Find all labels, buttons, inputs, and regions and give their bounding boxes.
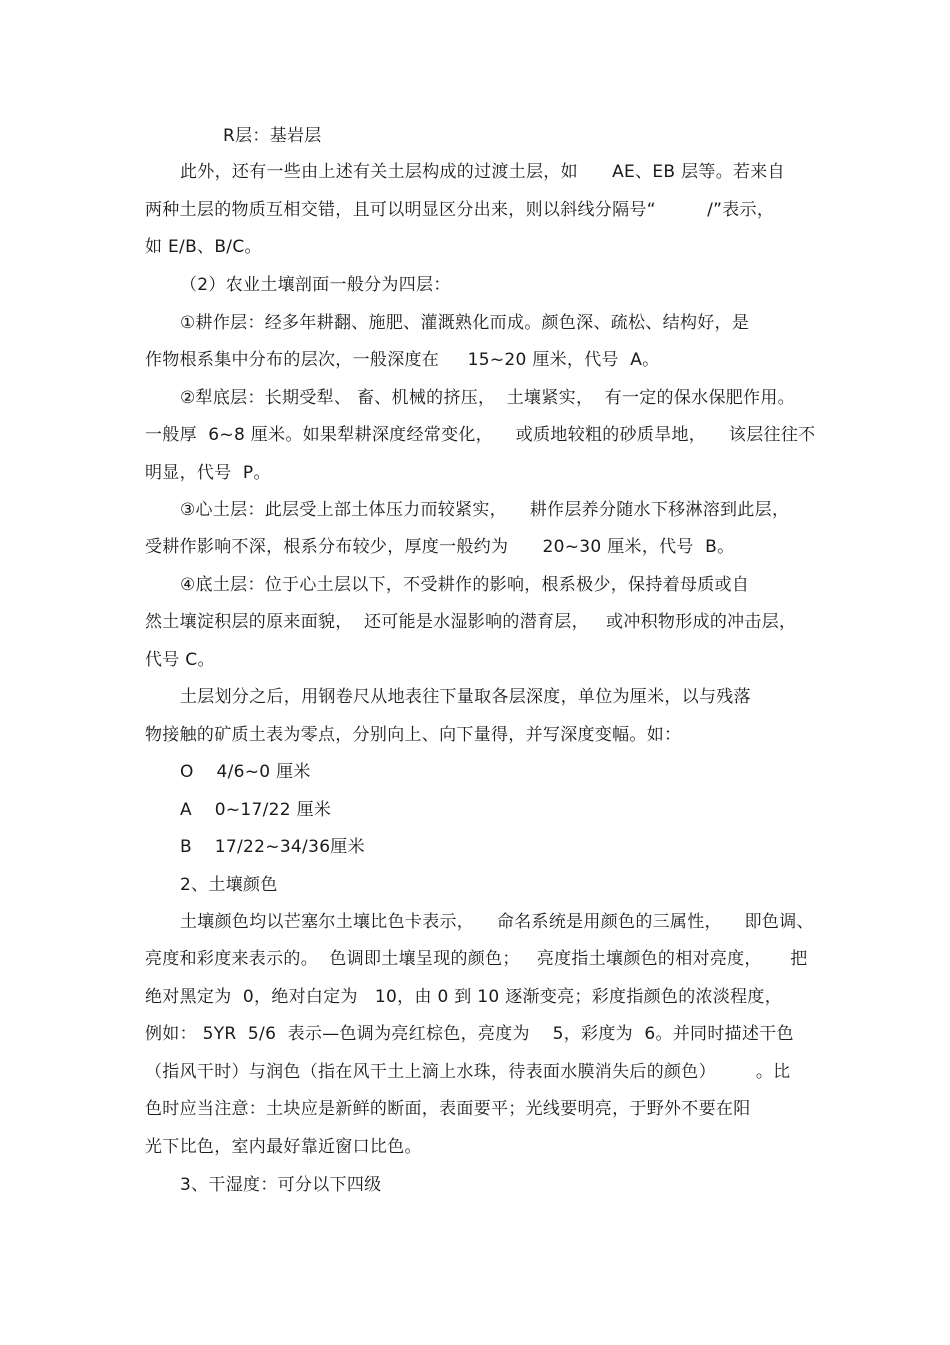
text-line: R层：基岩层 [223, 126, 322, 146]
text-line: ③心土层：此层受上部土体压力而较紧实， 耕作层养分随水下移淋溶到此层， [180, 500, 790, 520]
text-line: ①耕作层：经多年耕翻、施肥、灌溉熟化而成。颜色深、疏松、结构好，是 [180, 313, 750, 333]
text-line: （2）农业土壤剖面一般分为四层： [180, 275, 451, 295]
text-line: 一般厚 6~8 厘米。如果犁耕深度经常变化， 或质地较粗的砂质旱地， 该层往往不 [145, 425, 816, 445]
text-line: 绝对黑定为 0，绝对白定为 10，由 0 到 10 逐渐变亮；彩度指颜色的浓淡程度， [145, 987, 783, 1007]
section-heading: 3、干湿度：可分以下四级 [180, 1175, 382, 1195]
text-line: 明显，代号 P。 [145, 463, 271, 483]
text-line: 例如： 5YR 5/6 表示—色调为亮红棕色，亮度为 5，彩度为 6。并同时描述干色 [145, 1024, 794, 1044]
text-line: 代号 C。 [145, 650, 215, 670]
text-line: 物接触的矿质土表为零点，分别向上、向下量得，并写深度变幅。如： [145, 725, 682, 745]
text-line: 此外，还有一些由上述有关土层构成的过渡土层，如 AE、EB 层等。若来自 [180, 162, 785, 182]
text-line: 如 E/B、B/C。 [145, 237, 262, 257]
text-line: 色时应当注意：土块应是新鲜的断面，表面要平；光线要明亮，于野外不要在阳 [145, 1099, 751, 1119]
text-line: ④底土层：位于心土层以下，不受耕作的影响，根系极少，保持着母质或自 [180, 575, 750, 595]
text-line: 然土壤淀积层的原来面貌， 还可能是水湿影响的潜育层， 或冲积物形成的冲击层， [145, 612, 797, 632]
section-heading: 2、土壤颜色 [180, 875, 278, 895]
text-line: O 4/6~0 厘米 [180, 762, 311, 782]
text-line: 亮度和彩度来表示的。 色调即土壤呈现的颜色； 亮度指土壤颜色的相对亮度， 把 [145, 949, 808, 969]
text-line: 受耕作影响不深，根系分布较少，厚度一般约为 20~30 厘米，代号 B。 [145, 537, 735, 557]
text-line: 作物根系集中分布的层次，一般深度在 15~20 厘米，代号 A。 [145, 350, 660, 370]
text-line: ②犁底层：长期受犁、 畜、机械的挤压， 土壤紧实， 有一定的保水保肥作用。 [180, 388, 795, 408]
text-line: A 0~17/22 厘米 [180, 800, 332, 820]
text-line: 两种土层的物质互相交错，且可以明显区分出来，则以斜线分隔号“ /”表示， [145, 200, 775, 220]
text-line: 光下比色，室内最好靠近窗口比色。 [145, 1137, 422, 1157]
text-line: B 17/22~34/36厘米 [180, 837, 365, 857]
text-line: 土壤颜色均以芒塞尔土壤比色卡表示， 命名系统是用颜色的三属性， 即色调、 [180, 912, 814, 932]
text-line: （指风干时）与润色（指在风干土上滴上水珠，待表面水膜消失后的颜色） 。比 [145, 1062, 791, 1082]
text-line: 土层划分之后，用钢卷尺从地表往下量取各层深度，单位为厘米，以与残落 [180, 687, 751, 707]
